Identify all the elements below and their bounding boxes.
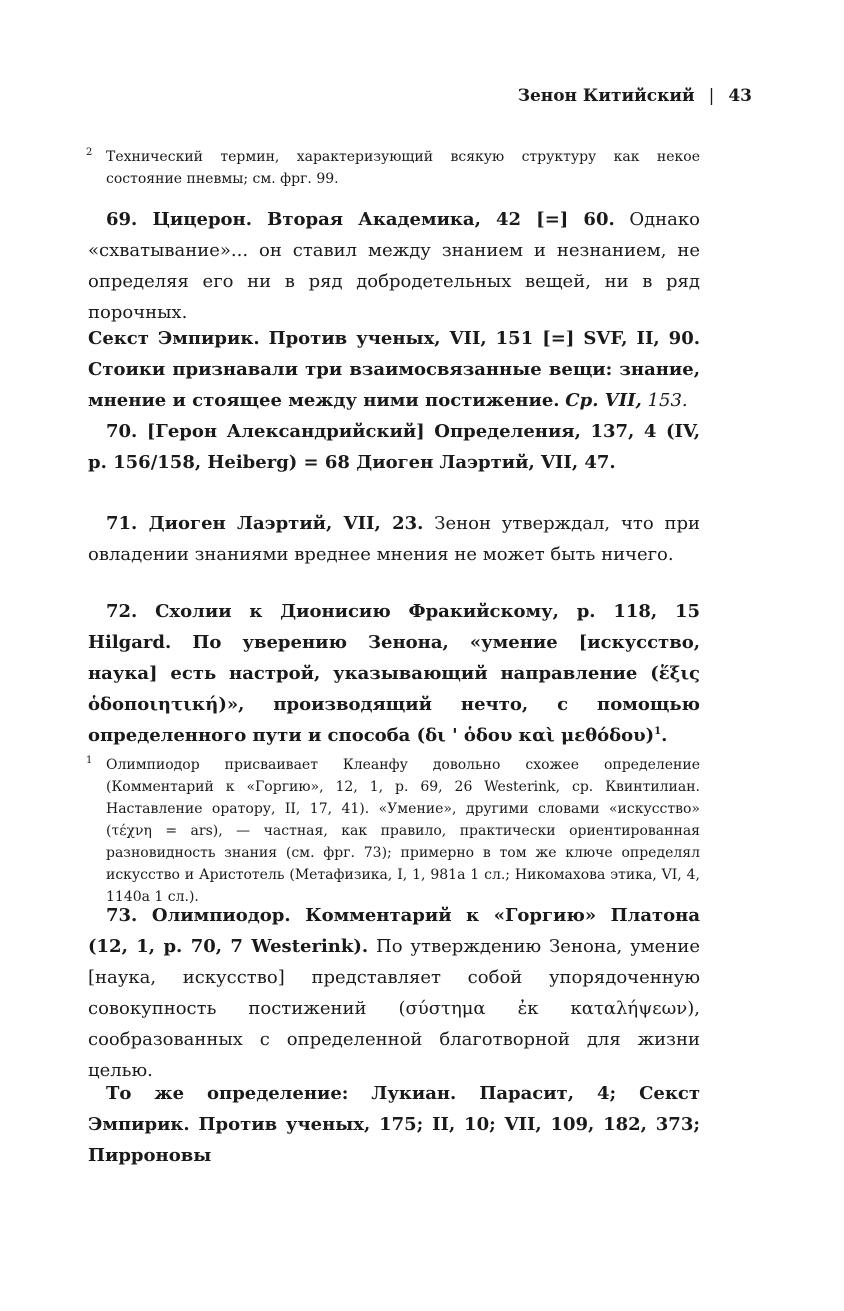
sextus-block: [88, 323, 700, 416]
running-header: [518, 86, 752, 106]
fragment-72: [88, 596, 700, 751]
fragment-69: [88, 204, 700, 328]
sextus-ref: 153.: [647, 390, 688, 411]
fragment-73: [88, 900, 700, 1086]
footnote-text: Олимпиодор присваивает Клеанфу довольно схожее определение (Комментарий к «Горгию», 12, 1, p. 69, 26 Westerink, ср. Квинтилиан. Наставление оратору, II, 17, 41). «Умение», другими словами «искусство» (τέχνη = ars), — частная, как правило, практически ориентированная разновидность знания (см. фрг. 73); примерно в том же ключе определял искусство и Аристотель (Метафизика, I, 1, 981a 1 сл.; Никомахова этика, VI, 4, 1140a 1 сл.).: [106, 757, 700, 905]
fragment-73-text: По утверждению Зенона, умение [наука, искусство] представляет собой упорядоченную совокупность постижений (σύστημα ἐκ καταλήψεων), сообразованных с определенной благотворной для жизни целью.: [88, 936, 700, 1081]
fragment-71-heading: 71. Диоген Лаэртий, VII, 23.: [106, 513, 424, 534]
fragment-69-heading: 69. Цицерон. Вторая Академика, 42 [=] 60.: [106, 209, 615, 230]
fragment-70: [88, 416, 700, 478]
running-title: Зенон Китийский: [517, 86, 695, 106]
fragment-71: [88, 508, 700, 570]
footnote-mark: 2: [86, 147, 93, 158]
fragment-69-text: Однако «схватывание»... он ставил между знанием и незнанием, не определяя его ни в ряд добродетельных вещей, ни в ряд порочных.: [88, 209, 700, 323]
sextus-ref-bold: Ср. VII,: [565, 390, 642, 411]
footnote-ref-1: 1: [654, 726, 662, 737]
fragment-72-end: .: [661, 725, 668, 746]
fragment-71-text: Зенон утверждал, что при овладении знаниями вреднее мнения не может быть ничего.: [88, 513, 700, 565]
footnote-1: [88, 754, 700, 908]
footnote-mark: 1: [86, 755, 93, 766]
fragment-72-text: 72. Схолии к Дионисию Фракийскому, p. 118, 15 Hilgard. По уверению Зенона, «умение [искусство, наука] есть настрой, указывающий направление (ἕξις ὁδοποιητική)», производящий нечто, с помощью определенного пути и способа (δι ' ὁδου καὶ μεθόδου): [88, 601, 700, 746]
same-definition-text: То же определение: Лукиан. Парасит, 4; Секст Эмпирик. Против ученых, 175; II, 10; VII, 109, 182, 373; Пирроновы: [88, 1083, 700, 1166]
header-separator: |: [708, 86, 715, 106]
page-number: 43: [728, 86, 752, 106]
fragment-70-heading: 70. [Герон Александрийский] Определения, 137, 4 (IV, p. 156/158, Heiberg) = 68 Диоген Лаэртий, VII, 47.: [88, 421, 700, 473]
footnote-2: [88, 146, 700, 190]
same-definition-block: [88, 1078, 700, 1171]
footnote-text: Технический термин, характеризующий всякую структуру как некое состояние пневмы; см. фрг. 99.: [106, 149, 700, 187]
sextus-block-text: Секст Эмпирик. Против ученых, VII, 151 [=] SVF, II, 90. Стоики признавали три взаимосвязанные вещи: знание, мнение и стоящее между ними постижение.: [88, 328, 700, 411]
fragment-73-heading: 73. Олимпиодор. Комментарий к «Горгию» Платона (12, 1, p. 70, 7 Westerink).: [88, 905, 700, 957]
